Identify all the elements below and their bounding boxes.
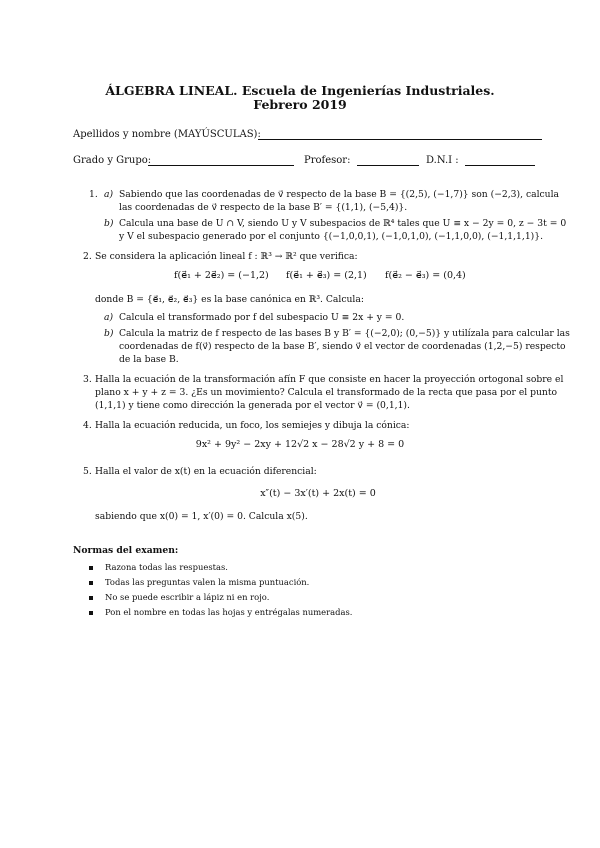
name-label: Apellidos y nombre (MAYÚSCULAS): (73, 129, 261, 140)
rule-item: Todas las preguntas valen la misma puntuación. (105, 577, 310, 587)
dni-field[interactable] (465, 165, 535, 166)
question-2b-line2: coordenadas de f(v⃗) respecto de la base B′, siendo v⃗ el vector de coordenadas (1,2,−5) respecto (119, 341, 566, 352)
rule-item: No se puede escribir a lápiz ni en rojo. (105, 592, 270, 602)
question-4-equation: 9x² + 9y² − 2xy + 12√2 x − 28√2 y + 8 = 0 (195, 439, 405, 450)
question-2a-line1: Calcula el transformado por f del subespacio U ≡ 2x + y = 0. (119, 312, 405, 323)
bullet-icon (89, 611, 93, 615)
rules-title: Normas del examen: (73, 545, 179, 556)
question-3-line2: plano x + y + z = 3. ¿Es un movimiento? Calcula el transformado de la recta que pasa por el punto (95, 387, 558, 398)
professor-label: Profesor: (304, 155, 351, 166)
rule-item: Razona todas las respuestas. (105, 562, 228, 572)
question-2-equation-2: f(e⃗₁ + e⃗₃) = (2,1) (286, 270, 367, 281)
question-2b-label: b) (104, 328, 114, 339)
question-4-number: 4. (83, 420, 92, 431)
question-5-line2: sabiendo que x(0) = 1, x′(0) = 0. Calcula x(5). (95, 511, 308, 522)
exam-title: ÁLGEBRA LINEAL. Escuela de Ingenierías Industriales. (105, 83, 495, 98)
question-4-line1: Halla la ecuación reducida, un foco, los semiejes y dibuja la cónica: (95, 420, 410, 431)
dni-label: D.N.I : (426, 155, 459, 166)
group-field[interactable] (148, 165, 294, 166)
question-2-basis: donde B = {e⃗₁, e⃗₂, e⃗₃} es la base canónica en ℝ³. Calcula: (95, 294, 364, 305)
question-1b-line2: y V el subespacio generado por el conjunto {(−1,0,0,1), (−1,0,1,0), (−1,1,0,0), (−1,1,1,1)}. (119, 231, 544, 242)
question-2-equation-3: f(e⃗₂ − e⃗₃) = (0,4) (385, 270, 466, 281)
bullet-icon (89, 596, 93, 600)
bullet-icon (89, 581, 93, 585)
question-1a-line2: las coordenadas de v⃗ respecto de la base B′ = {(1,1), (−5,4)}. (119, 202, 408, 213)
question-1a-label: a) (104, 189, 114, 200)
question-3-line1: Halla la ecuación de la transformación afín F que consiste en hacer la proyección ortogonal sobre el (95, 374, 564, 385)
question-5-number: 5. (83, 466, 92, 477)
question-3-line3: (1,1,1) y tiene como dirección la generada por el vector v⃗ = (0,1,1). (95, 400, 410, 411)
rule-item: Pon el nombre en todas las hojas y entrégalas numeradas. (105, 607, 353, 617)
question-3-number: 3. (83, 374, 92, 385)
question-1b-label: b) (104, 218, 114, 229)
name-field[interactable] (258, 139, 542, 140)
question-2b-line1: Calcula la matriz de f respecto de las bases B y B′ = {(−2,0); (0,−5)} y utilízala para calcular las (119, 328, 570, 339)
professor-field[interactable] (357, 165, 419, 166)
question-1b-line1: Calcula una base de U ∩ V, siendo U y V subespacios de ℝ⁴ tales que U ≡ x − 2y = 0, z − 3t = 0 (119, 218, 567, 229)
question-2-number: 2. (83, 251, 92, 262)
question-2a-label: a) (104, 312, 114, 323)
question-2-equation-1: f(e⃗₁ + 2e⃗₂) = (−1,2) (174, 270, 269, 281)
question-1a-line1: Sabiendo que las coordenadas de v⃗ respecto de la base B = {(2,5), (−1,7)} son (−2,3), calcula (119, 189, 559, 200)
bullet-icon (89, 566, 93, 570)
question-1-number: 1. (89, 189, 98, 200)
question-5-line1: Halla el valor de x(t) en la ecuación diferencial: (95, 466, 317, 477)
group-label: Grado y Grupo: (73, 155, 152, 166)
exam-date: Febrero 2019 (253, 97, 347, 112)
question-5-equation: x″(t) − 3x′(t) + 2x(t) = 0 (260, 488, 376, 499)
question-2b-line3: de la base B. (119, 354, 179, 365)
question-2-intro: Se considera la aplicación lineal f : ℝ³ → ℝ² que verifica: (95, 251, 358, 262)
